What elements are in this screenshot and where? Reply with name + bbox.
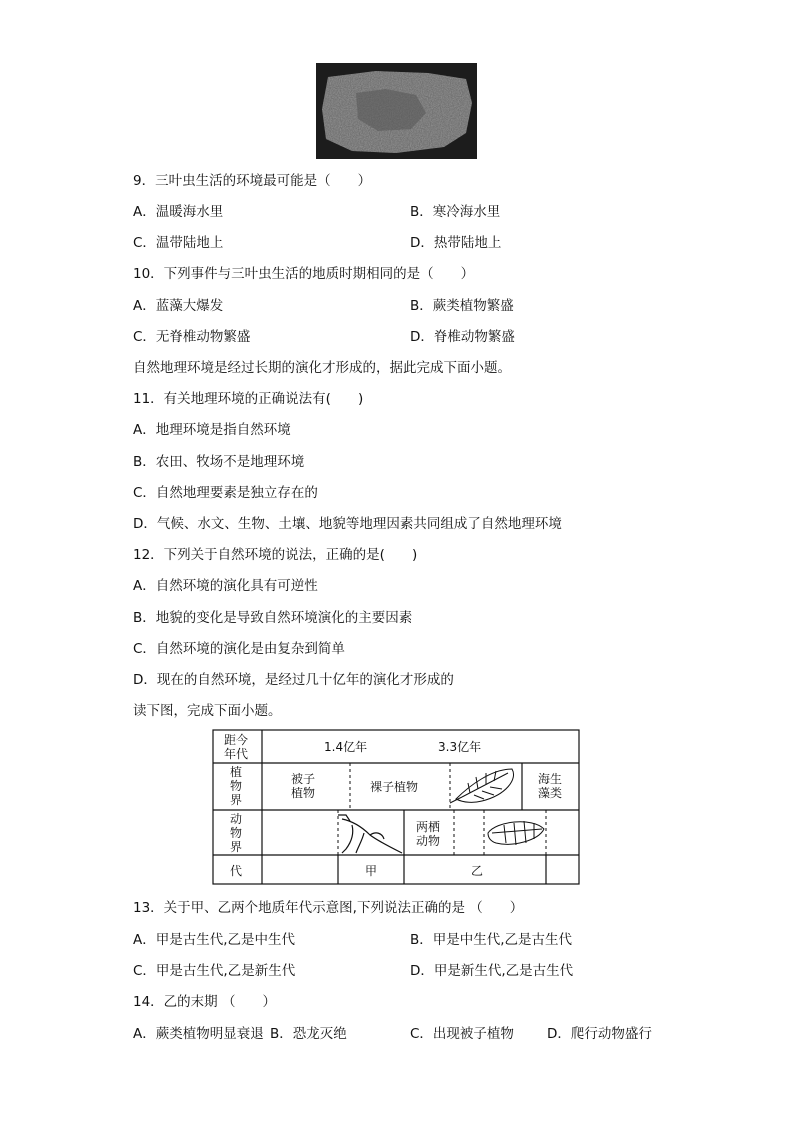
row-header-animal-3: 界 xyxy=(230,840,243,854)
question-9-option-b: B．寒冷海水里 xyxy=(410,204,501,220)
animal-amphibian-1: 两栖 xyxy=(416,820,441,834)
row-header-animal-2: 物 xyxy=(230,826,243,840)
question-12-option-b: B．地貌的变化是导致自然环境演化的主要因素 xyxy=(133,610,413,626)
intro-11-12: 自然地理环境是经过长期的演化才形成的，据此完成下面小题。 xyxy=(133,360,511,376)
animal-amphibian-2: 动物 xyxy=(416,834,441,848)
row-header-time-1: 距今 xyxy=(224,733,249,747)
question-11-option-d: D．气候、水文、生物、土壤、地貌等地理因素共同组成了自然地理环境 xyxy=(133,516,562,532)
question-12-stem: 12．下列关于自然环境的说法，正确的是( ) xyxy=(133,547,418,563)
question-11-option-b: B．农田、牧场不是地理环境 xyxy=(133,454,305,470)
question-10-option-c: C．无脊椎动物繁盛 xyxy=(133,329,251,345)
question-12-option-d: D．现在的自然环境，是经过几十亿年的演化才形成的 xyxy=(133,672,454,688)
plant-angiosperm-1: 被子 xyxy=(291,772,316,786)
row-header-plant-3: 界 xyxy=(230,793,243,807)
question-14-stem: 14．乙的末期 （ ） xyxy=(133,994,276,1010)
era-jia: 甲 xyxy=(365,864,378,878)
dinosaur-icon xyxy=(338,815,402,853)
question-9-option-d: D．热带陆地上 xyxy=(410,235,502,251)
geologic-era-table xyxy=(212,729,580,885)
question-9-stem: 9．三叶虫生活的环境最可能是（ ） xyxy=(133,173,372,189)
question-11-option-c: C．自然地理要素是独立存在的 xyxy=(133,485,318,501)
question-11-option-a: A．地理环境是指自然环境 xyxy=(133,422,291,438)
question-10-option-d: D．脊椎动物繁盛 xyxy=(410,329,515,345)
time-label-1-4: 1.4亿年 xyxy=(324,740,368,754)
question-14-option-d: D．爬行动物盛行 xyxy=(547,1026,652,1042)
trilobite-icon xyxy=(488,821,544,845)
row-header-era: 代 xyxy=(230,864,243,878)
question-13-option-c: C．甲是古生代,乙是新生代 xyxy=(133,963,296,979)
question-12-option-c: C．自然环境的演化是由复杂到简单 xyxy=(133,641,345,657)
question-13-option-a: A．甲是古生代,乙是中生代 xyxy=(133,932,296,948)
question-10-option-b: B．蕨类植物繁盛 xyxy=(410,298,514,314)
question-14-option-a: A．蕨类植物明显衰退 xyxy=(133,1026,264,1042)
question-9-option-a: A．温暖海水里 xyxy=(133,204,224,220)
row-header-animal-1: 动 xyxy=(230,812,243,826)
plant-gymnosperm: 裸子植物 xyxy=(370,780,419,794)
trilobite-fossil-photo xyxy=(316,63,477,159)
question-13-stem: 13．关于甲、乙两个地质年代示意图,下列说法正确的是 （ ） xyxy=(133,900,524,916)
question-13-option-d: D．甲是新生代,乙是古生代 xyxy=(410,963,574,979)
question-14-option-c: C．出现被子植物 xyxy=(410,1026,514,1042)
era-yi: 乙 xyxy=(471,864,484,878)
time-label-3-3: 3.3亿年 xyxy=(438,740,482,754)
question-14-option-b: B．恐龙灭绝 xyxy=(270,1026,347,1042)
row-header-time-2: 年代 xyxy=(224,747,249,761)
row-header-plant-1: 植 xyxy=(230,765,243,779)
question-11-stem: 11．有关地理环境的正确说法有( ) xyxy=(133,391,364,407)
question-10-option-a: A．蓝藻大爆发 xyxy=(133,298,224,314)
plant-algae-1: 海生 xyxy=(538,772,563,786)
question-12-option-a: A．自然环境的演化具有可逆性 xyxy=(133,578,318,594)
plant-algae-2: 藻类 xyxy=(538,786,563,800)
intro-13-14: 读下图，完成下面小题。 xyxy=(133,703,282,719)
question-13-option-b: B．甲是中生代,乙是古生代 xyxy=(410,932,573,948)
question-10-stem: 10．下列事件与三叶虫生活的地质时期相同的是（ ） xyxy=(133,266,475,282)
row-header-plant-2: 物 xyxy=(230,779,243,793)
fern-icon xyxy=(450,769,514,803)
plant-angiosperm-2: 植物 xyxy=(291,786,316,800)
question-9-option-c: C．温带陆地上 xyxy=(133,235,224,251)
